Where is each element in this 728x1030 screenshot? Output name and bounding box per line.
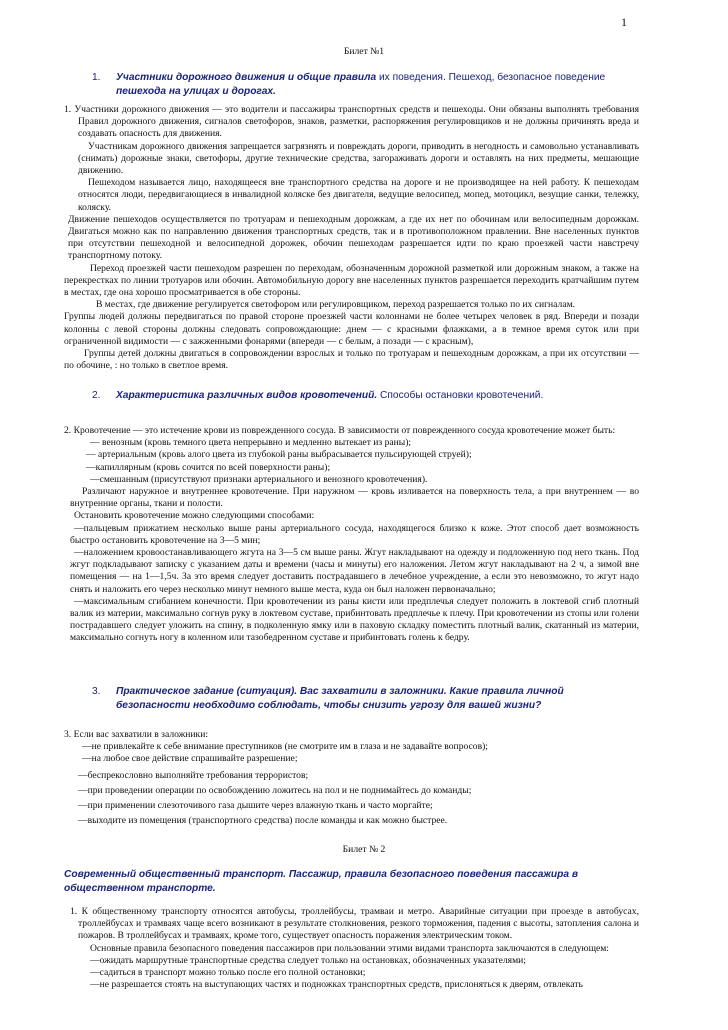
answer2-para: Остановить кровотечение можно следующими способами: [74, 510, 315, 522]
answer1-para: 1. Участники дорожного движения — это водители и пассажиры транспортных средств и пешеходы. Они обязаны выполнять требования Правил дорожного движения, сигналов светофоров, знаков, разметки, распоряжения регулировщиков и не должны причинять вреда и создавать опасность для движения. [64, 104, 639, 140]
question2-title-rest: Способы остановки кровотечений. [377, 390, 544, 401]
question3-line2: безопасности необходимо соблюдать, чтобы снизить угрозу для вашей жизни? [116, 700, 542, 711]
ticket1-title: Билет №1 [343, 46, 385, 57]
question3-line1: Практическое задание (ситуация). Вас захватили в заложники. Какие правила личной [116, 686, 564, 697]
question3-number: 3. [92, 686, 101, 697]
question1-number: 1. [92, 72, 101, 83]
ticket2-para: —не разрешается стоять на выступающих частях и подножках транспортных средств, прислоняться к дверям, отвлекать [90, 979, 583, 991]
answer1-para: Участникам дорожного движения запрещается загрязнять и повреждать дороги, приводить в негодность и самовольно устанавливать (снимать) дорожные знаки, светофоры, другие технические средства, загораживать дороги и оставлять на них предметы, мешающие движению. [78, 140, 639, 177]
answer2-para: —пальцевым прижатием несколько выше раны артериального сосуда, находящегося близко к коже. Этот способ дает возможность быстро остановить кровотечение на 3—5 мин; [70, 522, 639, 546]
answer3-para: —при применении слезоточивого газа дышите через влажную ткань и часто моргайте; [78, 800, 433, 812]
answer2-para: —капиллярным (кровь сочится по всей поверхности раны); [86, 461, 331, 473]
ticket2-heading-line2: общественном транспорте. [64, 883, 216, 894]
question2-number: 2. [92, 390, 101, 401]
answer1-para: Пешеходом называется лицо, находящееся вне транспортного средства на дороге и не производящее на ней работу. К пешеходам относятся люди, передвигающиеся в инвалидной коляске без двигателя, ведущие велосипед, мопед, мотоцикл, везущие санки, тележку, коляску. [78, 177, 639, 213]
question1-title-rest: их поведения. Пешеход, безопасное поведение [376, 72, 606, 83]
ticket2-answer-body [64, 906, 639, 991]
answer2-para: 2. Кровотечение — это истечение крови из поврежденного сосуда. В зависимости от поврежденного сосуда кровотечение может быть: [64, 425, 616, 436]
answer1-para: Движение пешеходов осуществляется по тротуарам и пешеходным дорожкам, а где их нет по обочинам или велосипедным дорожкам. Двигаться можно как по направлению движения транспортных средств, так и в противоположном правлении. Вне населенных пунктов при отсутствии пешеходной и велосипедной дорожек, обочин пешеходам разрешается идти по краю проезжей части навстречу транспортному потоку. [68, 213, 639, 262]
question1-title-bold2: пешехода на улицах и дорогах. [116, 86, 276, 97]
answer2-para: — венозным (кровь темного цвета непрерывно и медленно вытекает из раны); [90, 437, 412, 449]
question2-title-bold: Характеристика различных видов кровотечений. [116, 390, 378, 401]
ticket2-title: Билет № 2 [342, 844, 386, 855]
answer3-para: —на любое свое действие спрашивайте разрешение; [82, 753, 298, 765]
answer1-para: Переход проезжей части пешеходом разрешен по переходам, обозначенным дорожной разметкой или дорожным знаком, а также на перекрестках по линии тротуаров или обочин. Автомобильную дорогу вне населенных пунктов разрешается переходить кратчайшим путем в местах, где она хорошо просматривается в обе стороны. [64, 262, 639, 299]
answer2-body [64, 425, 639, 645]
question1-title-bold: Участники дорожного движения и общие правила [116, 72, 377, 83]
question2-heading [92, 389, 652, 403]
answer3-para: —не привлекайте к себе внимание преступников (не смотрите им в глаза и не задавайте вопросов); [82, 741, 488, 753]
answer1-para: Группы детей должны двигаться в сопровождении взрослых и только по тротуарам и пешеходным дорожкам, а при их отсутствии — по обочине, : но только в светлое время. [64, 348, 639, 372]
answer2-para: —наложением кровоостанавливающего жгута на 3—5 см выше раны. Жгут накладывают на одежду и подложенную под него ткань. Под жгут подкладывают записку с указанием даты и времени (часы и минуты) его наложения. Летом жгут накладывают на 2 ч, а зимой вне помещения — на 1—1,5ч. За это время следует доставить пострадавшего в лечебное учреждение, а если это невозможно, то жгут надо снять и наложить его через несколько минут немного выше места, куда он был наложен первоначально; [70, 547, 639, 595]
answer2-para: —максимальным сгибанием конечности. При кровотечении из раны кисти или предплечья следует положить в локтевой сгиб плотный валик из материи, максимально согнув руку в локтевом суставе, прибинтовать предплечье к плечу. При кровотечении из стопы или голени пострадавшего следует уложить на спину, в подколенную ямку или в паховую складку поместить плотный валик, скатанный из материи, максимально согнуть ногу в коленном или тазобедренном суставе и прибинтовать голень к бедру. [70, 595, 639, 644]
answer2-para: — артериальным (кровь алого цвета из глубокой раны выбрасывается пульсирующей струей); [86, 449, 472, 461]
ticket2-para: Основные правила безопасного поведения пассажиров при пользовании этими видами транспорта заключаются в следующем: [90, 942, 609, 954]
answer2-para: —смешанным (присутствуют признаки артериального и венозного кровотечения). [90, 473, 428, 485]
ticket2-para: —садиться в транспорт можно только после его полной остановки; [90, 967, 366, 979]
ticket2-heading [64, 868, 644, 896]
ticket2-para: —ожидать маршрутные транспортные средства следует только на остановках, обозначенных указателями; [90, 954, 526, 966]
answer3-para: —беспрекословно выполняйте требования террористов; [78, 769, 309, 781]
ticket2-heading-line1: Современный общественный транспорт. Пассажир, правила безопасного поведения пассажира в [64, 869, 578, 880]
answer3-para: 3. Если вас захватили в заложники: [64, 729, 209, 740]
answer1-para: Группы людей должны передвигаться по правой стороне проезжей части колоннами не более четырех человек в ряд. Впереди и позади колонны с левой стороны должны следовать сопровождающие: днем — с красными флажками, а в темное время суток или при ограниченной видимости — с зажженными фонарями (впереди — с белым, а позади — с красным), [64, 311, 639, 347]
ticket2-para: 1. К общественному транспорту относятся автобусы, троллейбусы, трамваи и метро. Аварийные ситуации при проезде в автобусах, троллейбусах и трамваях чаще всего возникают в результате столкновения, резкого торможения, падения с высоты, затопления салона и пожаров. В троллейбусах и трамваях, кроме того, существует опасность поражения электрическим током. [70, 906, 639, 942]
question1-heading [92, 71, 652, 99]
answer2-para: Различают наружное и внутреннее кровотечение. При наружном — кровь изливается на поверхность тела, а при внутреннем — во внутренние органы, ткани и полости. [70, 486, 639, 510]
answer3-para: —выходите из помещения (транспортного средства) после команды и как можно быстрее. [78, 815, 448, 827]
answer3-para: —при проведении операции по освобождению ложитесь на пол и не поднимайтесь до команды; [78, 784, 472, 796]
page-number: 1 [621, 15, 627, 29]
answer1-body [64, 104, 639, 372]
question3-heading [92, 685, 652, 713]
answer1-para: В местах, где движение регулируется светофором или регулировщиком, переход разрешается только по их сигналам. [96, 299, 576, 311]
answer3-body [64, 729, 639, 827]
